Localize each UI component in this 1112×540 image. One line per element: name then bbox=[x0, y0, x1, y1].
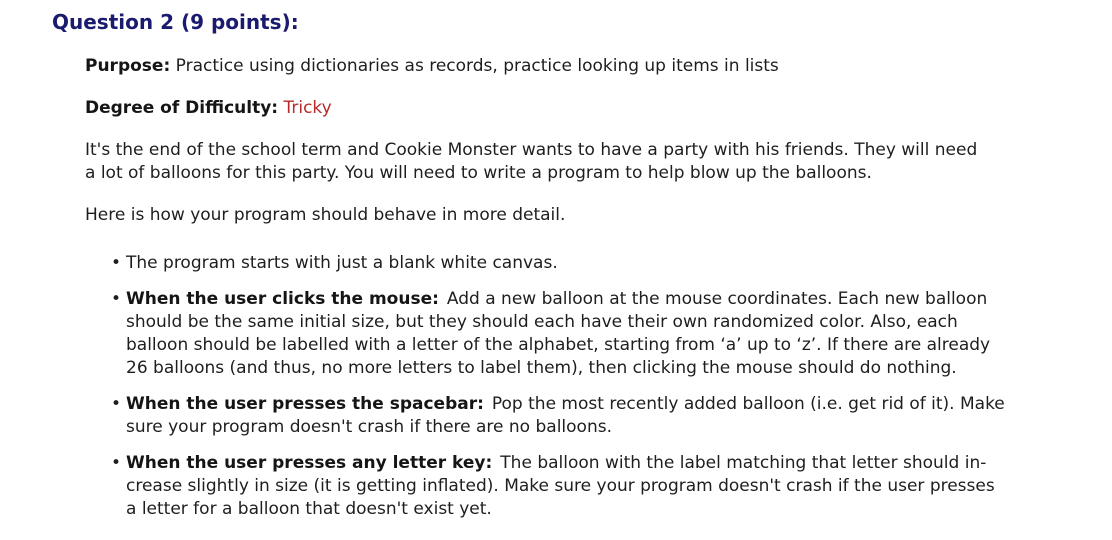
list-item bbox=[85, 452, 1025, 521]
intro-line: a lot of balloons for this party. You will need to write a program to help blow up the balloons. bbox=[85, 163, 872, 183]
question-title: Question 2 (9 points): bbox=[52, 10, 299, 34]
list-item-line: should be the same initial size, but they should each have their own randomized color. Also, each bbox=[126, 312, 958, 332]
purpose-label: Purpose: bbox=[85, 56, 171, 76]
list-item-text: Add a new balloon at the mouse coordinates. Each new balloon bbox=[446, 289, 988, 309]
question-body bbox=[85, 55, 1025, 534]
bullet-icon: • bbox=[111, 453, 122, 473]
difficulty-value: Tricky bbox=[283, 98, 332, 118]
list-item bbox=[85, 393, 1025, 439]
list-item-label: When the user presses any letter key: bbox=[126, 453, 493, 473]
detail-text: Here is how your program should behave in more detail. bbox=[85, 205, 566, 225]
list-item bbox=[85, 288, 1025, 380]
list-item-line bbox=[126, 452, 1025, 475]
list-item-label: When the user clicks the mouse: bbox=[126, 289, 439, 309]
list-item-line: sure your program doesn't crash if there are no balloons. bbox=[126, 417, 612, 437]
list-item-line: crease slightly in size (it is getting inflated). Make sure your program doesn't crash if the user presses bbox=[126, 476, 995, 496]
list-item bbox=[85, 252, 1025, 275]
list-item-line: balloon should be labelled with a letter of the alphabet, starting from ‘a’ up to ‘z’. If there are already bbox=[126, 335, 991, 355]
bullet-icon: • bbox=[111, 394, 122, 414]
bullet-icon: • bbox=[111, 253, 122, 273]
intro-paragraph bbox=[85, 139, 1025, 185]
list-item-line bbox=[126, 288, 1025, 311]
purpose-line bbox=[85, 55, 1025, 78]
behavior-list bbox=[85, 252, 1025, 521]
intro-line: It's the end of the school term and Cookie Monster wants to have a party with his friends. They will need bbox=[85, 140, 978, 160]
difficulty-line bbox=[85, 97, 1025, 120]
list-item-label: When the user presses the spacebar: bbox=[126, 394, 484, 414]
list-item-line: The program starts with just a blank white canvas. bbox=[126, 253, 558, 273]
list-item-text: Pop the most recently added balloon (i.e. get rid of it). Make bbox=[491, 394, 1005, 414]
difficulty-label: Degree of Difficulty: bbox=[85, 98, 279, 118]
purpose-text: Practice using dictionaries as records, practice looking up items in lists bbox=[175, 56, 779, 76]
list-item-line bbox=[126, 393, 1025, 416]
list-item-line: a letter for a balloon that doesn't exist yet. bbox=[126, 499, 492, 519]
list-item-line: 26 balloons (and thus, no more letters to label them), then clicking the mouse should do nothing. bbox=[126, 358, 957, 378]
list-item-text: The balloon with the label matching that letter should in- bbox=[500, 453, 987, 473]
bullet-icon: • bbox=[111, 289, 122, 309]
